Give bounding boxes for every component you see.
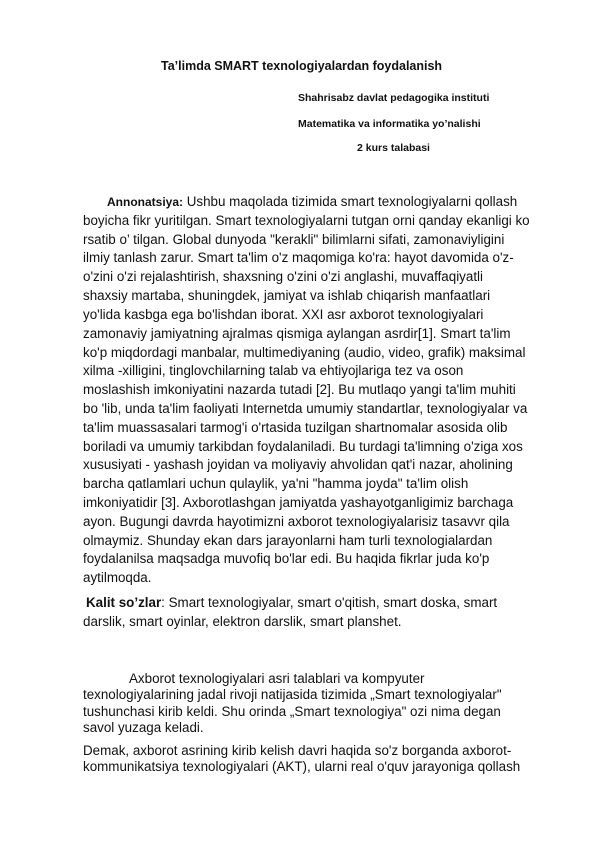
abstract-line: o'zini o'zi rejalashtirish, shaxsning o'zini o'zi anglashi, muvaffaqiyatli — [83, 269, 483, 285]
keywords-line — [83, 594, 558, 613]
abstract-line: ko'p miqdordagi manbalar, multimediyaning (audio, video, grafik) maksimal — [83, 344, 526, 360]
abstract-line: boriladi va umumiy tarkibdan foydalaniladi. Bu turdagi ta'limning o'ziga xos — [83, 438, 523, 454]
abstract-line: foydalanilsa maqsadga muvofiq bo'lar edi. Bu haqida fikrlar juda ko'p — [83, 551, 490, 567]
abstract-line: ilmiy tanlash zarur. Smart ta'lim o'z maqomiga ko'ra: hayot davomida o'z- — [83, 250, 514, 266]
abstract-line: zamonaviy jamiyatning ajralmas qismiga aylangan asrdir[1]. Smart ta'lim — [83, 325, 511, 341]
keywords-text: : Smart texnologiyalar, smart o'qitish, smart doska, smart — [161, 595, 498, 610]
abstract-line: xilma -xilligini, tinglovchilarning talab va ehtiyojlariga tez va oson — [83, 363, 464, 379]
abstract-line: boyicha fikr yuritilgan. Smart texnologiyalarni tutgan orni qanday ekanligi ko — [83, 212, 530, 228]
abstract-text: Ushbu maqolada tizimida smart texnologiyalarni qollash — [183, 194, 518, 209]
abstract-section — [83, 193, 558, 588]
paragraph-line: Demak, axborot asrining kirib kelish davri haqida so'z borganda axborot- — [83, 743, 512, 758]
paragraph-line: Axborot texnologiyalari asri talablari va kompyuter — [129, 671, 425, 686]
abstract-line: olmaymiz. Shunday ekan dars jarayonlarni ham turli texnologialardan — [83, 532, 493, 548]
abstract-line: shaxsiy martaba, shuningdek, jamiyat va ishlab chiqarish manfaatlari — [83, 288, 491, 304]
paragraph-line: kommunikatsiya texnologiyalari (AKT), ularni real o'quv jarayoniga qollash — [83, 759, 521, 775]
abstract-line: aytilmoqda. — [83, 570, 152, 586]
abstract-line: barcha qatlamlari uchun qulaylik, ya'ni "hamma joyda" ta'lim olish — [83, 476, 469, 492]
author-course: 2 kurs talabasi — [357, 142, 430, 154]
abstract-line: ta'lim muassasalari tarmog'i o'rtasida tuzilgan shartnomalar asosida olib — [83, 419, 508, 435]
abstract-line: imkoniyatidir [3]. Axborotlashgan jamiyatda yashayotganligimiz barchaga — [83, 495, 514, 510]
keywords-section — [83, 594, 558, 631]
abstract-line: ayon. Bugungi davrda hayotimizni axborot texnologiyalarisiz tasavvr qila — [83, 513, 510, 529]
abstract-label: Annonatsiya: — [107, 195, 184, 209]
author-institution: Shahrisabz davlat pedagogika instituti — [298, 92, 490, 104]
document-title: Ta’limda SMART texnologiyalardan foydalanish — [161, 59, 443, 73]
body-paragraph-1 — [83, 671, 558, 736]
abstract-line: yo'lida kasbga ega bo'lishdan iborat. XXI asr axborot texnologiyalari — [83, 306, 484, 322]
keywords-label: Kalit so’zlar — [86, 595, 162, 610]
author-department: Matematika va informatika yo’nalishi — [298, 118, 481, 130]
abstract-line — [83, 193, 558, 212]
body-paragraph-2 — [83, 743, 558, 776]
paragraph-line: savol yuzaga keladi. — [83, 719, 204, 735]
abstract-line: rsatib o’ tilgan. Global dunyoda "kerakli" bilimlarni sifati, zamonaviyligini — [83, 231, 505, 247]
paragraph-line: tushunchasi kirib keldi. Shu orinda „Smart texnologiya" ozi nima degan — [83, 703, 501, 719]
abstract-line: moslashish imkoniyatini nazarda tutadi [2]. Bu mutlaqo yangi ta'lim muhiti — [83, 382, 516, 398]
abstract-line: xususiyati - yashash joyidan va moliyaviy ahvolidan qat'i nazar, aholining — [83, 457, 513, 473]
paragraph-line: texnologiyalarining jadal rivoji natijasida tizimida „Smart texnologiyalar" — [83, 687, 502, 703]
keywords-line: darslik, smart oyinlar, elektron darslik, smart planshet. — [83, 613, 402, 629]
abstract-line: bo 'lib, unda ta'lim faoliyati Internetda umumiy standartlar, texnologiyalar va — [83, 400, 528, 416]
